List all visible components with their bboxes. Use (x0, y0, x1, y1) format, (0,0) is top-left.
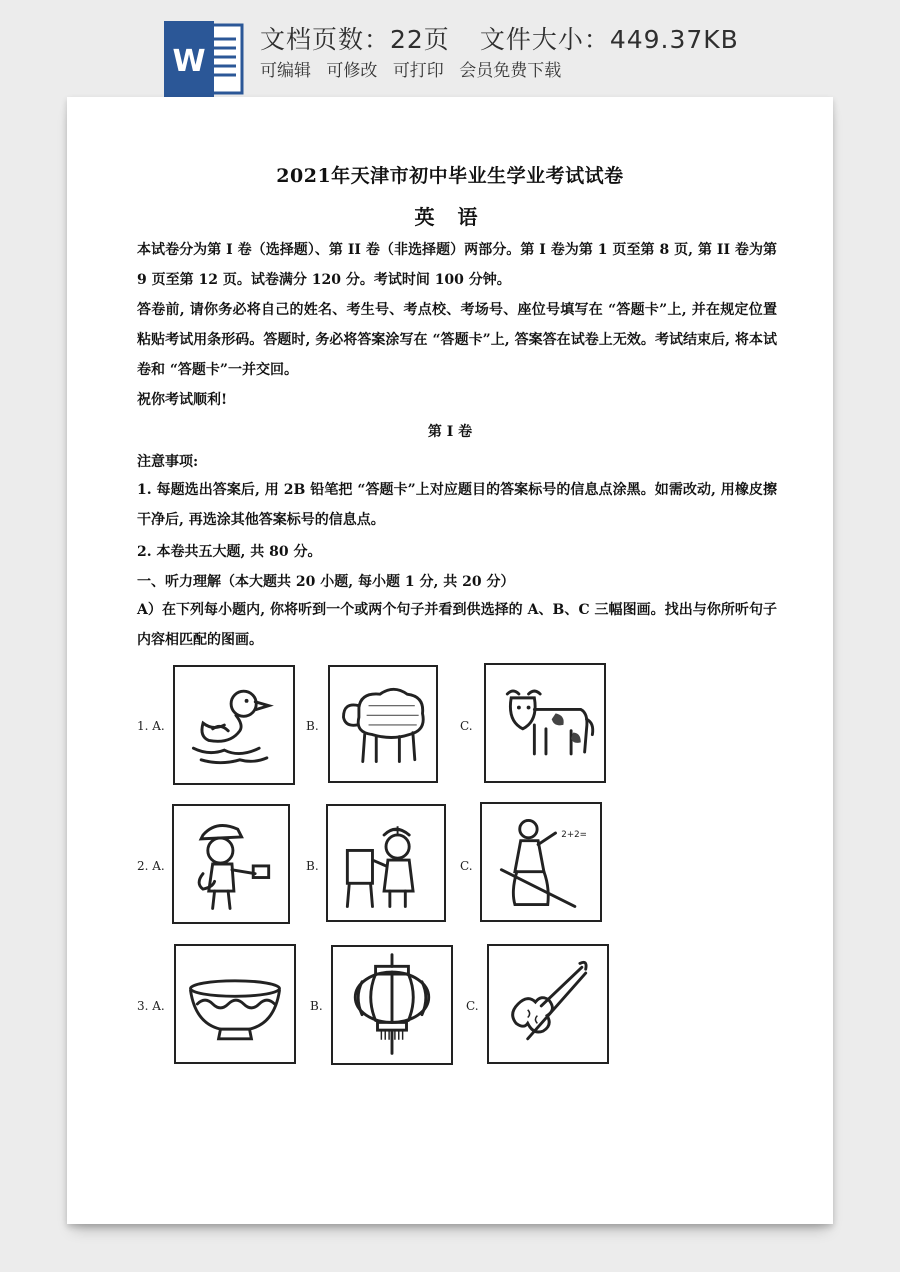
question-1-label: 1. A. (137, 719, 165, 733)
good-luck-wish: 祝你考试顺利! (137, 392, 228, 408)
lantern-picture (331, 945, 453, 1065)
bowl-picture (174, 944, 296, 1064)
question-3-option-c: C. (466, 999, 479, 1013)
part-one-title: 第 I 卷 (427, 424, 473, 440)
feature-printable: 可打印 (392, 61, 444, 81)
feature-member-download: 会员免费下载 (459, 61, 562, 81)
sheep-picture (328, 665, 438, 783)
nurse-icon (328, 806, 444, 920)
section-one-a-instructions: A）在下列每小题内, 你将听到一个或两个句子并看到供选择的 A、B、C 三幅图画。找出与你所听句子内容相匹配的图画。 (137, 602, 777, 648)
section-one-heading: 一、听力理解（本大题共 20 小题, 每小题 1 分, 共 20 分） (137, 574, 515, 590)
note-two: 2. 本卷共五大题, 共 80 分。 (137, 544, 322, 560)
cow-picture (484, 663, 606, 783)
file-info-banner (0, 0, 900, 96)
document-page (67, 97, 833, 1224)
lantern-icon (333, 947, 451, 1063)
svg-text:W: W (172, 44, 206, 79)
file-stats (260, 20, 739, 56)
feature-modifiable: 可修改 (326, 61, 378, 81)
question-2-option-c: C. (460, 859, 473, 873)
note-one: 1. 每题选出答案后, 用 2B 铅笔把 “答题卡”上对应题目的答案标号的信息点涂黑。如需改动, 用橡皮擦干净后, 再选涂其他答案标号的信息点。 (137, 482, 777, 528)
exam-title: 2021年天津市初中毕业生学业考试试卷 (276, 165, 624, 187)
exam-instructions: 答卷前, 请你务必将自己的姓名、考生号、考点校、考场号、座位号填写在 “答题卡”上, 并在规定位置粘贴考试用条形码。答题时, 务必将答案涂写在 “答题卡”上, 答案答在试卷上无效。考试结束后, 将本试卷和 “答题卡”一并交回。 (137, 302, 777, 378)
teacher-icon (482, 804, 600, 920)
notes-heading: 注意事项: (137, 454, 199, 470)
violin-picture (487, 944, 609, 1064)
word-document-icon (164, 21, 244, 97)
question-1-option-b: B. (306, 719, 319, 733)
question-3-option-b: B. (310, 999, 323, 1013)
duck-icon (175, 667, 293, 783)
feature-editable: 可编辑 (260, 61, 311, 81)
sheep-icon (330, 667, 436, 781)
duck-picture (173, 665, 295, 785)
file-features (260, 56, 571, 81)
cow-icon (486, 665, 604, 781)
postman-picture (172, 804, 290, 924)
nurse-picture (326, 804, 446, 922)
bowl-icon (176, 946, 294, 1062)
page-count: 文档页数：22页 (260, 25, 450, 54)
teacher-picture (480, 802, 602, 922)
question-3-label: 3. A. (137, 999, 165, 1013)
exam-intro: 本试卷分为第 I 卷（选择题）、第 II 卷（非选择题）两部分。第 I 卷为第 1 页至第 8 页, 第 II 卷为第 9 页至第 12 页。试卷满分 120 分。考试时间 100 分钟。 (137, 242, 777, 288)
question-1-option-c: C. (460, 719, 473, 733)
violin-icon (489, 946, 607, 1062)
file-size: 文件大小：449.37KB (479, 25, 739, 54)
postman-icon (174, 806, 288, 922)
question-2-label: 2. A. (137, 859, 165, 873)
exam-subject: 英 语 (414, 205, 486, 229)
question-2-option-b: B. (306, 859, 319, 873)
svg-text:2+2=: 2+2= (561, 829, 587, 840)
